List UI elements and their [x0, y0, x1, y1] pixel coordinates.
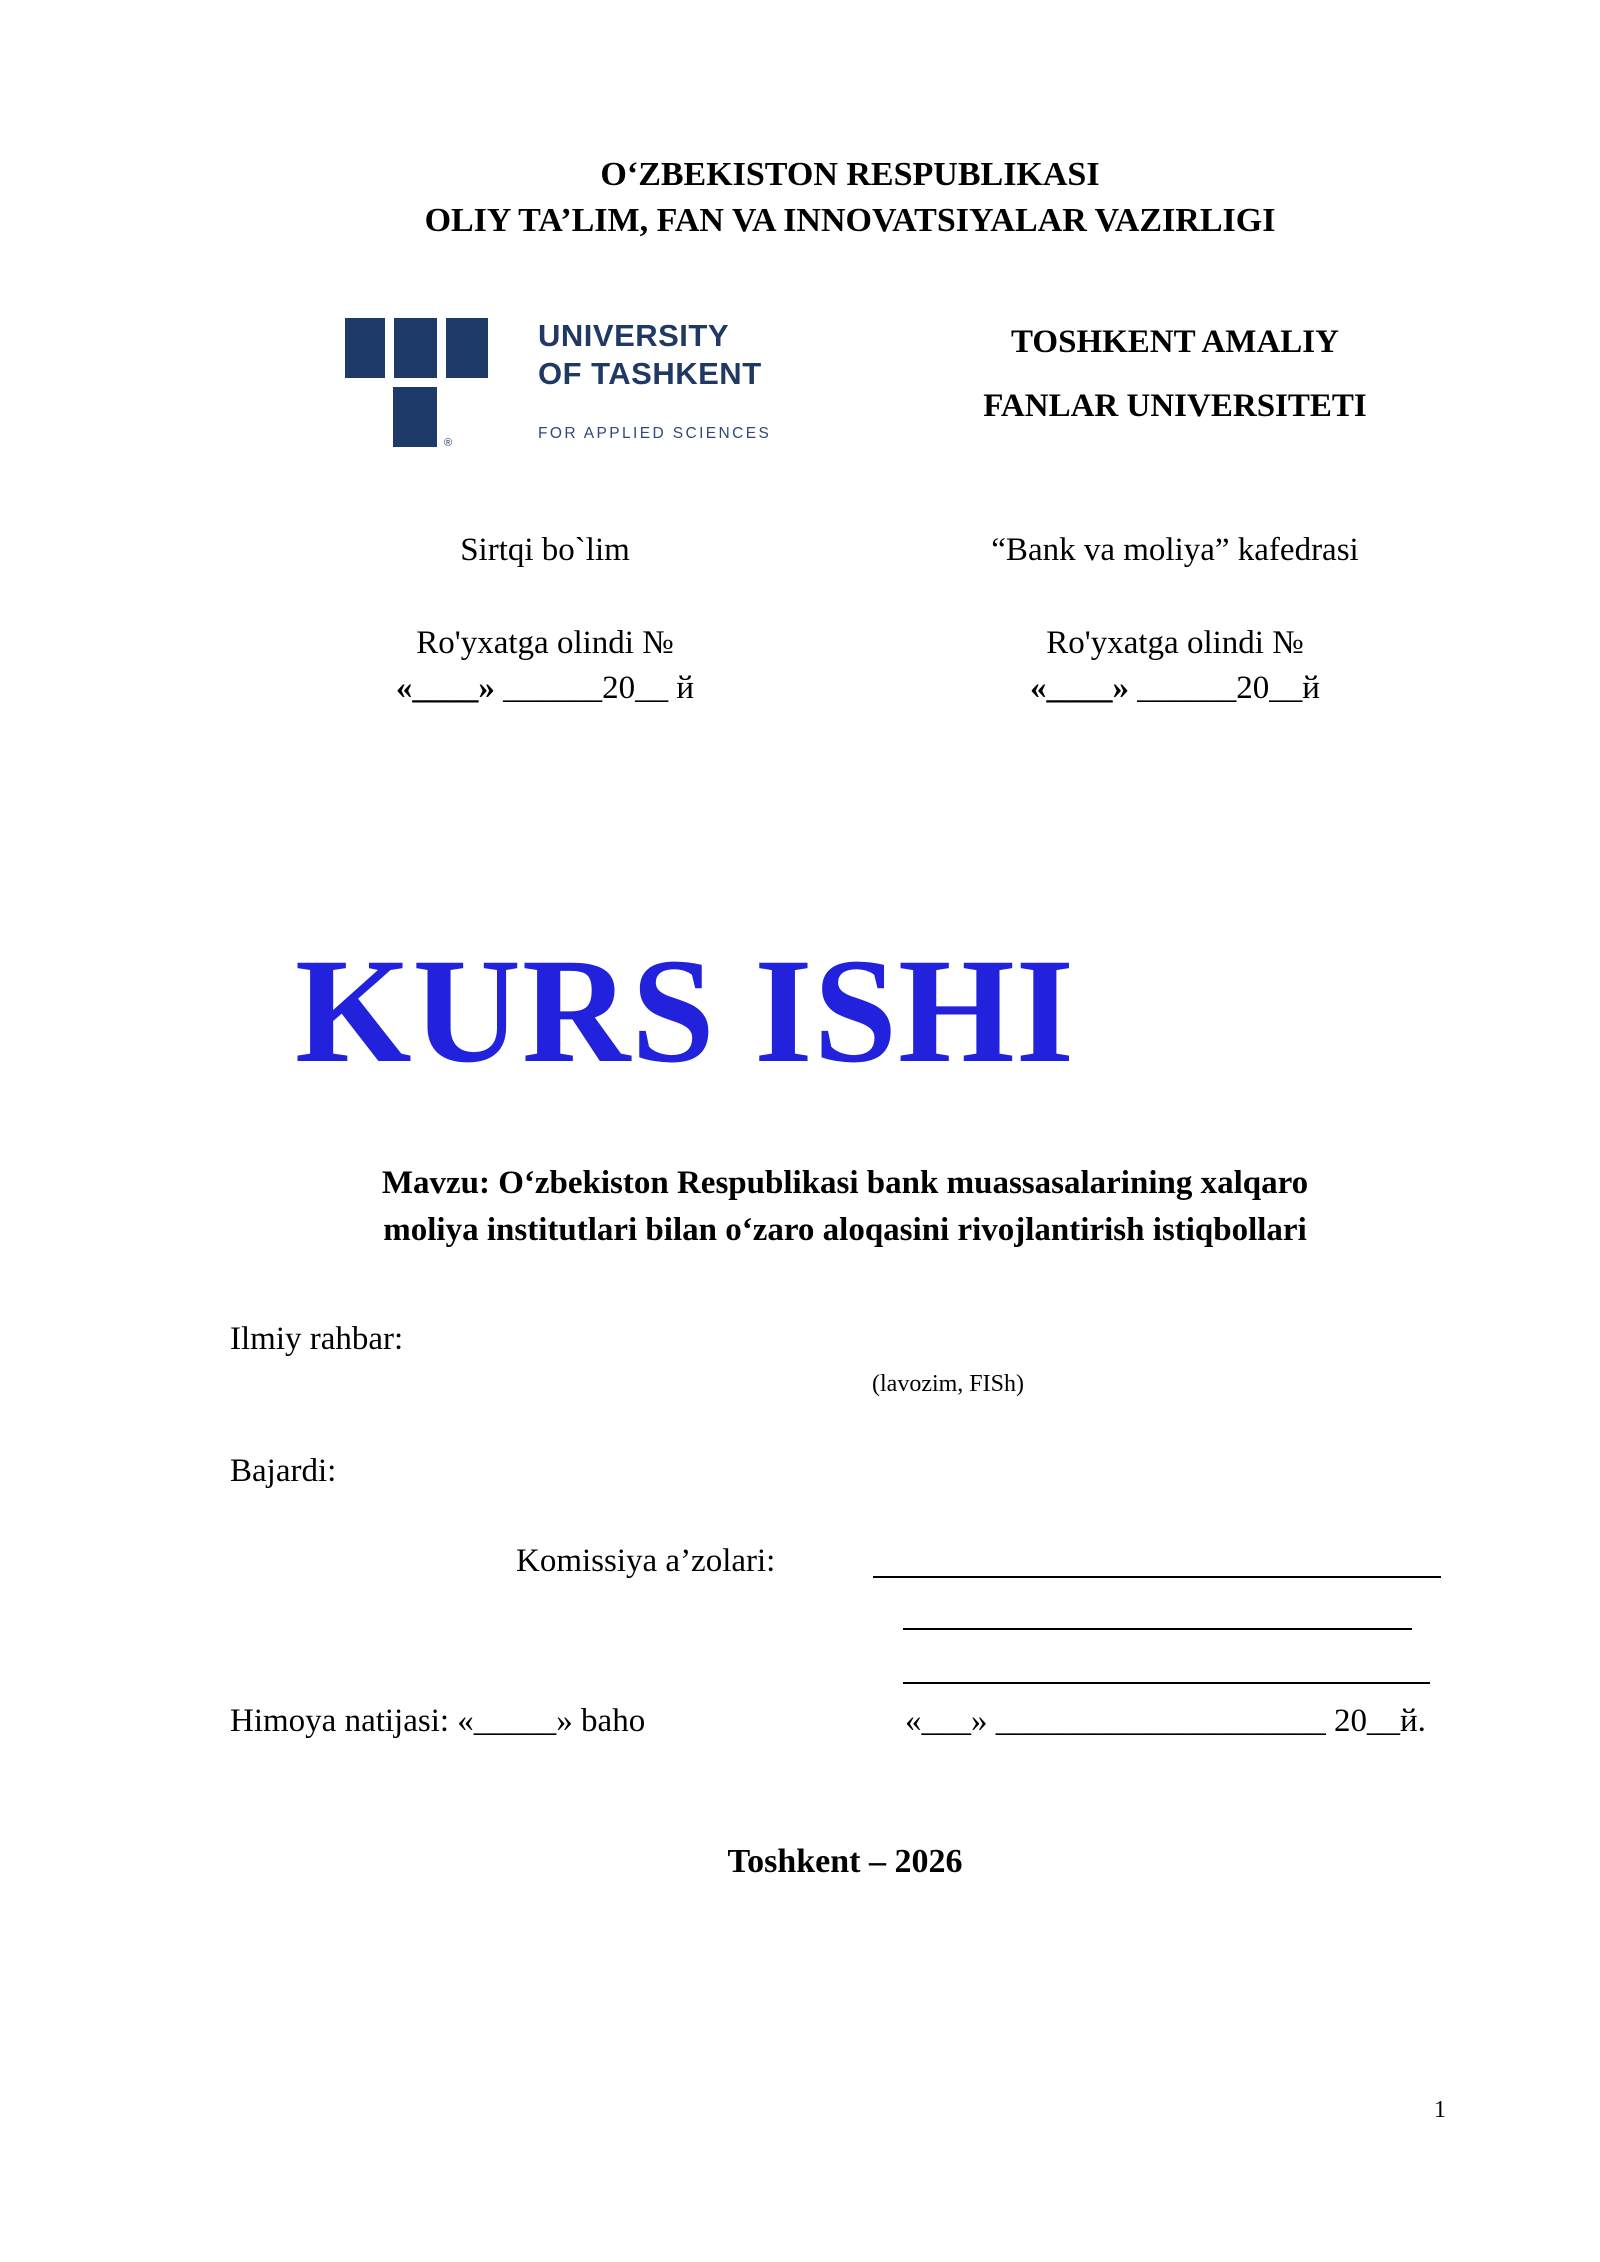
supervisor-label: Ilmiy rahbar:: [230, 1321, 404, 1357]
author-label: Bajardi:: [230, 1453, 337, 1489]
logo-tagline: FOR APPLIED SCIENCES: [538, 425, 772, 442]
logo-square: [446, 318, 488, 378]
registration-date-line: [860, 672, 1490, 705]
topic: [240, 1160, 1450, 1254]
signature-line: [903, 1628, 1412, 1630]
topic-line1: Mavzu: O‘zbekiston Respublikasi bank muassasalarining xalqaro: [381, 1165, 1309, 1201]
department-name: Sirtqi bo`lim: [460, 532, 630, 568]
ministry-line2: OLIY TA’LIM, FAN VA INNOVATSIYALAR VAZIRLIGI: [424, 202, 1276, 239]
logo-square: [393, 387, 437, 447]
signature-line: [873, 1576, 1441, 1578]
signature-line: [903, 1682, 1430, 1684]
date-quote-blank: «____»: [395, 670, 495, 706]
page-number: 1: [1434, 2097, 1446, 2123]
city-year: Toshkent – 2026: [727, 1843, 963, 1880]
committee-label: Komissiya a’zolari:: [516, 1543, 776, 1579]
university-name-line2: FANLAR UNIVERSITETI: [983, 388, 1367, 424]
registered-trademark-icon: ®: [444, 437, 453, 449]
ministry-line1: O‘ZBEKISTON RESPUBLIKASI: [600, 156, 1100, 193]
topic-line2: moliya institutlari bilan o‘zaro aloqasini rivojlantirish istiqbollari: [383, 1212, 1307, 1248]
registered-label: Ro'yxatga olindi №: [1046, 625, 1304, 661]
registered-label: Ro'yxatga olindi №: [416, 625, 674, 661]
left-registration-block: [230, 534, 860, 705]
registration-date-line: [230, 672, 860, 705]
defense-date-line: «___» ____________________ 20__й.: [905, 1703, 1426, 1739]
logo-square: [345, 318, 385, 378]
right-registration-block: [860, 534, 1490, 705]
document-title: KURS ISHI: [294, 928, 1076, 1094]
university-name-line1: TOSHKENT AMALIY: [1011, 324, 1339, 360]
logo-word-university: UNIVERSITY: [538, 318, 730, 353]
university-name: [880, 326, 1470, 423]
supervisor-hint: (lavozim, FISh): [872, 1371, 1024, 1397]
date-rest: ______20__ й: [494, 670, 695, 706]
date-quote-blank: «____»: [1030, 670, 1130, 706]
date-rest: ______20__й: [1129, 670, 1320, 706]
chair-name: “Bank va moliya” kafedrasi: [991, 532, 1359, 568]
ministry-header: [180, 152, 1520, 244]
logo-word-of-tashkent: OF TASHKENT: [538, 356, 762, 391]
logo-square: [394, 318, 437, 378]
defense-result-label: Himoya natijasi: «_____» baho: [230, 1703, 646, 1739]
